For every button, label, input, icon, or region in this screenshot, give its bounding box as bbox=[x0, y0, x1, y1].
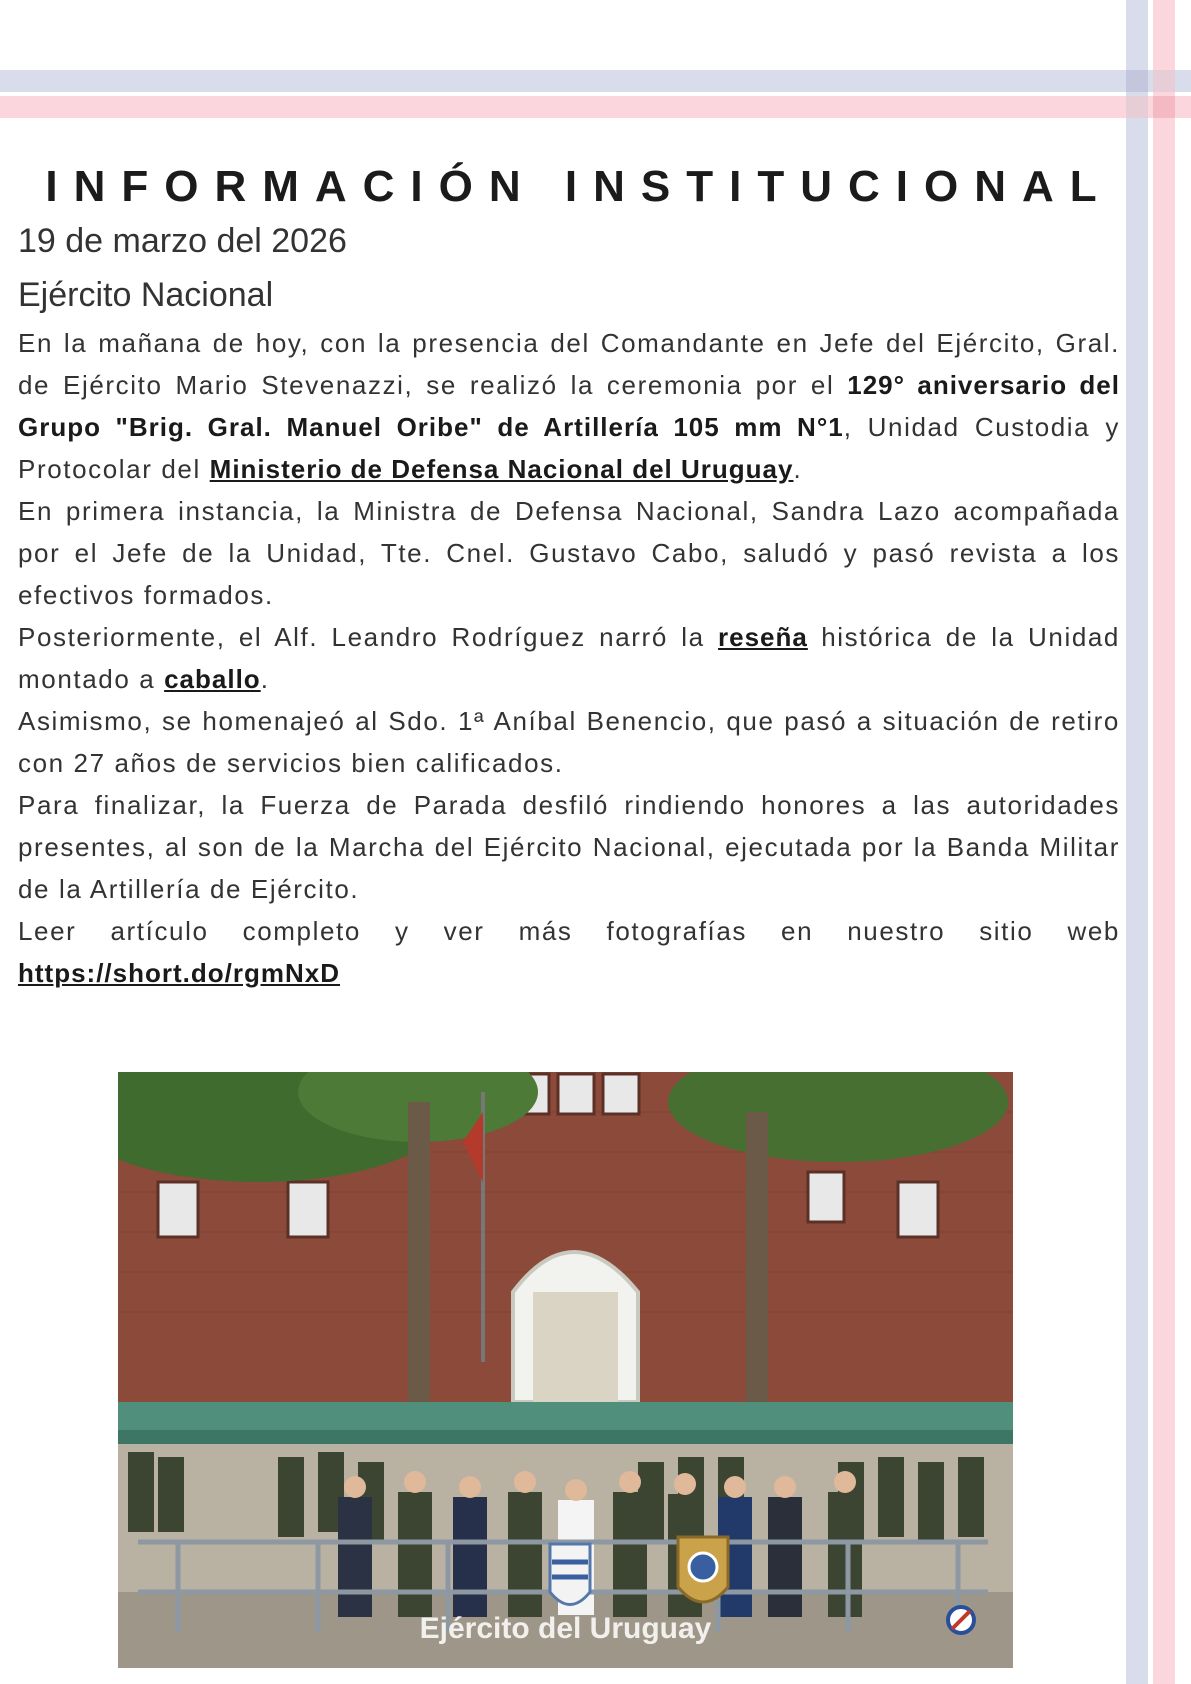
paragraph-text: , Unidad Custodia y Protocolar del bbox=[18, 412, 1120, 484]
stripe-intersection bbox=[1153, 70, 1175, 92]
paragraph-text: Posteriormente, el Alf. Leandro Rodríguez narró la bbox=[18, 622, 719, 652]
paragraph-4: Asimismo, se homenajeó al Sdo. 1ª Aníbal Benencio, que pasó a situación de retiro con 27 años de servicios bien calificados. bbox=[18, 706, 1120, 778]
article-date: 19 de marzo del 2026 bbox=[18, 222, 347, 260]
header-stripe-pink bbox=[0, 96, 1191, 118]
paragraph-6 bbox=[18, 910, 1120, 994]
stripe-intersection bbox=[1153, 96, 1175, 118]
paragraph-text: Leer artículo completo y ver más fotografías en nuestro sitio web bbox=[18, 916, 1120, 946]
paragraph-text: . bbox=[260, 664, 270, 694]
header-stripe-blue bbox=[0, 70, 1191, 92]
ceremony-photo-illustration bbox=[118, 1072, 1013, 1668]
anniversary-highlight: 129° aniversario del Grupo "Brig. Gral. Manuel Oribe" de Artillería 105 mm N°1 bbox=[18, 370, 1120, 442]
paragraph-text: histórica de la Unidad montado a bbox=[18, 622, 1120, 694]
paragraph-5: Para finalizar, la Fuerza de Parada desfiló rindiendo honores a las autoridades presentes, al son de la Marcha del Ejército Nacional, ejecutada por la Banda Militar de la Artillería de Ejército. bbox=[18, 790, 1120, 904]
document-content bbox=[18, 150, 1120, 994]
stripe-intersection bbox=[1126, 96, 1148, 118]
ceremony-photo bbox=[118, 1072, 1013, 1668]
paragraph-1 bbox=[18, 322, 1120, 490]
paragraph-text: . bbox=[793, 454, 803, 484]
article-organization: Ejército Nacional bbox=[18, 276, 274, 314]
resena-link[interactable]: reseña bbox=[718, 622, 808, 652]
side-stripe-pink bbox=[1153, 0, 1175, 1684]
side-stripe-blue bbox=[1126, 0, 1148, 1684]
ministry-link[interactable]: Ministerio de Defensa Nacional del Uruguay bbox=[209, 454, 794, 484]
paragraph-2: En primera instancia, la Ministra de Defensa Nacional, Sandra Lazo acompañada por el Jefe de la Unidad, Tte. Cnel. Gustavo Cabo, saludó y pasó revista a los efectivos formados. bbox=[18, 496, 1120, 610]
paragraph-3 bbox=[18, 616, 1120, 700]
stripe-intersection bbox=[1126, 70, 1148, 92]
caballo-link[interactable]: caballo bbox=[164, 664, 261, 694]
paragraph-text: En la mañana de hoy, con la presencia del Comandante en Jefe del Ejército, Gral. de Ejército Mario Stevenazzi, se realizó la ceremonia por el bbox=[18, 328, 1120, 400]
article-url-link[interactable]: https://short.do/rgmNxD bbox=[18, 958, 340, 988]
photo-watermark: Ejército del Uruguay bbox=[419, 1612, 712, 1645]
page-title: INFORMACIÓN INSTITUCIONAL bbox=[45, 162, 1113, 211]
article-body bbox=[18, 322, 1120, 994]
